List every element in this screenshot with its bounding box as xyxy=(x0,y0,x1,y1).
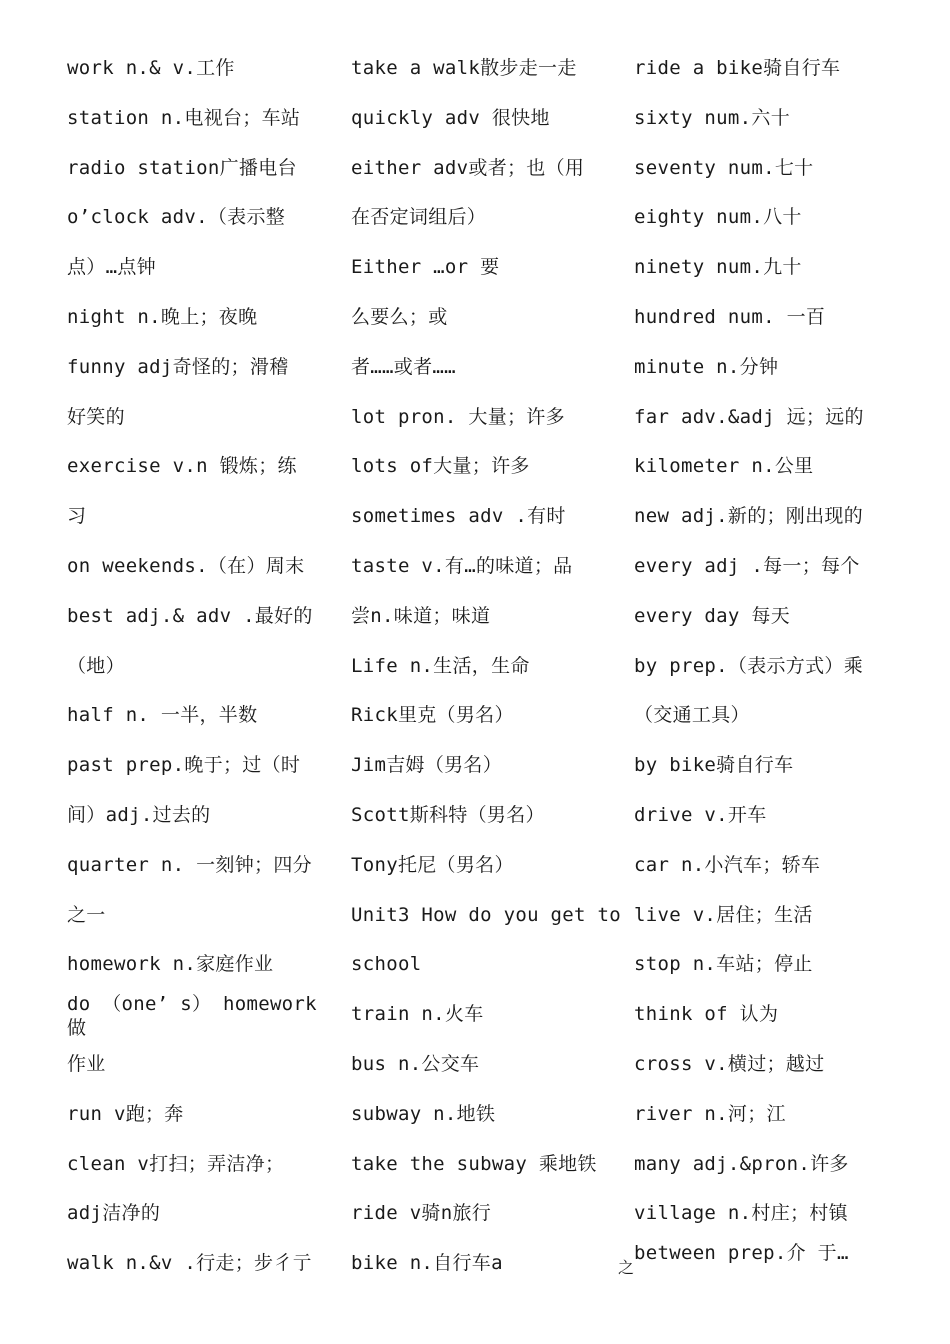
vocab-entry: clean v打扫；弄洁净； xyxy=(67,1152,285,1175)
vocab-entry: 之一 xyxy=(67,903,106,926)
vocab-entry: ninety num.九十 xyxy=(634,256,802,279)
vocab-entry: （交通工具） xyxy=(634,704,750,727)
page-fragment-text: 之 xyxy=(618,1258,635,1277)
vocab-entry: take a walk散步走一走 xyxy=(351,57,577,79)
vocab-entry: past prep.晚于；过（时 xyxy=(67,754,301,777)
vocab-entry: hundred num. 一百 xyxy=(634,305,826,328)
vocab-entry: Tony托尼（男名） xyxy=(351,853,514,876)
vocab-entry: night n.晚上；夜晚 xyxy=(67,305,258,328)
vocab-entry: village n.村庄；村镇 xyxy=(634,1202,848,1225)
vocab-entry: ride v骑n旅行 xyxy=(351,1202,492,1225)
vocab-entry: o’clock adv.（表示整 xyxy=(67,206,286,229)
vocab-entry: stop n.车站；停止 xyxy=(634,953,813,976)
vocab-entry: by bike骑自行车 xyxy=(634,754,794,777)
vocab-entry: 在否定词组后） xyxy=(351,206,487,229)
vocab-entry: train n.火车 xyxy=(351,1003,484,1026)
vocab-entry: minute n.分钟 xyxy=(634,355,779,378)
vocab-entry: quarter n. 一刻钟；四分 xyxy=(67,853,312,876)
vocab-entry: every day 每天 xyxy=(634,604,790,627)
vocab-entry: on weekends.（在）周末 xyxy=(67,554,305,577)
vocab-entry: 好笑的 xyxy=(67,405,125,428)
vocab-entry: 作业 xyxy=(67,1052,106,1075)
vocab-entry: either adv或者；也（用 xyxy=(351,156,585,179)
vocab-entry: new adj.新的；刚出现的 xyxy=(634,505,864,528)
vocab-entry: 点）…点钟 xyxy=(67,256,156,279)
vocab-entry: by prep.（表示方式）乘 xyxy=(634,654,864,677)
vocab-entry: Unit3 How do you get to xyxy=(351,903,621,926)
vocab-entry: school xyxy=(351,953,422,976)
vocab-entry: Life n.生活，生命 xyxy=(351,654,530,677)
vocab-entry: between prep.介 于… xyxy=(634,1242,849,1265)
vocab-entry: seventy num.七十 xyxy=(634,156,814,179)
vocab-entry: radio station广播电台 xyxy=(67,156,297,179)
vocab-entry: cross v.横过；越过 xyxy=(634,1052,825,1075)
vocab-entry: drive v.开车 xyxy=(634,803,767,826)
vocab-entry: far adv.&adj 远；远的 xyxy=(634,405,864,428)
vocab-entry: run v跑；奔 xyxy=(67,1102,184,1125)
vocab-entry: adj洁净的 xyxy=(67,1202,161,1225)
vocab-entry: sometimes adv .有时 xyxy=(351,505,566,528)
vocab-entry: 间）adj.过去的 xyxy=(67,803,211,826)
vocab-entry: walk n.&v .行走；步彳亍 xyxy=(67,1252,312,1275)
vocab-entry: half n. 一半，半数 xyxy=(67,704,258,727)
vocab-entry: best adj.& adv .最好的 xyxy=(67,604,313,627)
vocab-column-3 xyxy=(634,44,884,1289)
vocab-entry: funny adj奇怪的；滑稽 xyxy=(67,355,289,378)
vocab-entry: every adj .每一；每个 xyxy=(634,554,860,577)
vocab-entry: Rick里克（男名） xyxy=(351,704,514,727)
vocab-entry: lots of大量；许多 xyxy=(351,455,530,478)
vocab-entry: station n.电视台；车站 xyxy=(67,106,301,129)
vocab-entry: car n.小汽车；轿车 xyxy=(634,853,821,876)
vocab-entry: work n.& v.工作 xyxy=(67,57,235,79)
vocab-entry: taste v.有…的味道；品 xyxy=(351,554,573,577)
vocab-entry: subway n.地铁 xyxy=(351,1102,496,1125)
vocab-entry: do （one’ s） homework 做 xyxy=(67,993,317,1040)
vocab-entry: Either …or 要 xyxy=(351,256,500,279)
vocab-entry: Scott斯科特（男名） xyxy=(351,803,545,826)
vocab-entry: Jim吉姆（男名） xyxy=(351,754,503,777)
vocab-entry: bike n.自行车a xyxy=(351,1252,503,1275)
vocab-entry: homework n.家庭作业 xyxy=(67,953,274,976)
vocab-column-2 xyxy=(351,44,623,1289)
vocab-entry: sixty num.六十 xyxy=(634,106,790,129)
vocab-entry: exercise v.n 锻炼；练 xyxy=(67,455,297,478)
vocab-entry: （地） xyxy=(67,654,125,677)
vocab-entry: ride a bike骑自行车 xyxy=(634,57,841,79)
vocab-entry: 者……或者…… xyxy=(351,355,456,378)
vocab-entry: 习 xyxy=(67,505,87,528)
vocab-entry: bus n.公交车 xyxy=(351,1052,480,1075)
vocab-entry: kilometer n.公里 xyxy=(634,455,814,478)
vocab-entry: take the subway 乘地铁 xyxy=(351,1152,597,1175)
vocab-entry: 么要么；或 xyxy=(351,305,448,328)
vocab-entry: eighty num.八十 xyxy=(634,206,802,229)
vocab-entry: 尝n.味道；味道 xyxy=(351,604,491,627)
vocab-column-1 xyxy=(67,44,339,1289)
vocab-entry: many adj.&pron.许多 xyxy=(634,1152,849,1175)
vocab-entry: think of 认为 xyxy=(634,1003,779,1026)
vocab-entry: lot pron. 大量；许多 xyxy=(351,405,565,428)
vocab-entry: live v.居住；生活 xyxy=(634,903,813,926)
vocab-entry: quickly adv 很快地 xyxy=(351,106,550,129)
vocab-entry: river n.河；江 xyxy=(634,1102,786,1125)
